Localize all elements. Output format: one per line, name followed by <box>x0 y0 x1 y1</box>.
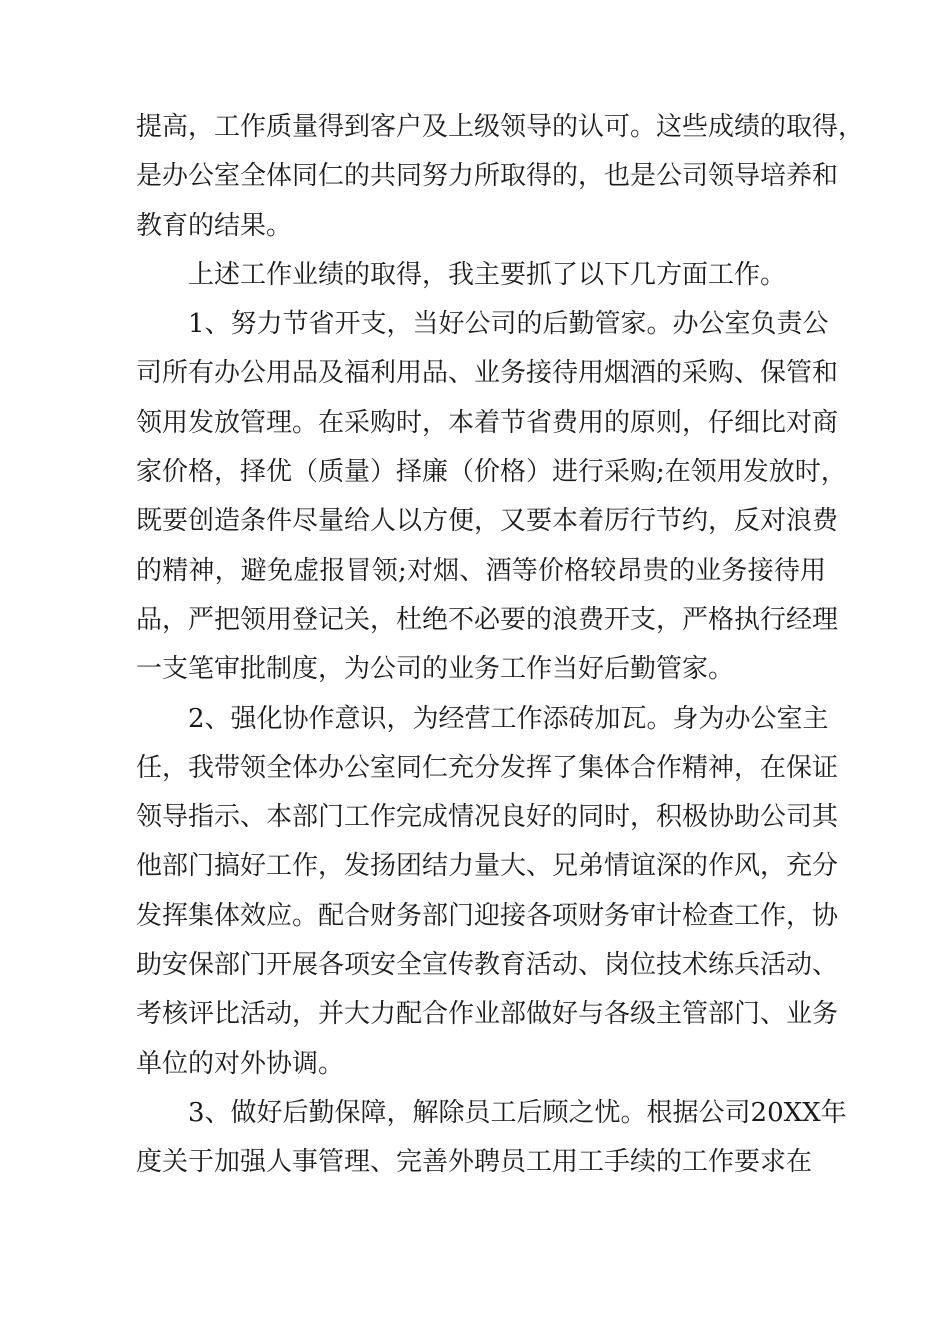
text-line: 他部门搞好工作，发扬团结力量大、兄弟情谊深的作风，充分 <box>136 851 839 882</box>
text-line: 度关于加强人事管理、完善外聘员工用工手续的工作要求在 <box>136 1147 813 1178</box>
paragraph-continuation <box>136 103 865 251</box>
paragraph-item-3 <box>136 1089 847 1188</box>
text-line: 考核评比活动，并大力配合作业部做好与各级主管部门、业务 <box>136 999 839 1030</box>
text-line: 教育的结果。 <box>136 210 293 241</box>
text-line: 既要创造条件尽量给人以方便，又要本着厉行节约，反对浪费 <box>136 506 839 537</box>
text-line: 单位的对外协调。 <box>136 1048 345 1079</box>
document-body <box>136 103 865 1188</box>
text-line: 任，我带领全体办公室同仁充分发挥了集体合作精神，在保证 <box>136 752 839 783</box>
text-line: 1、努力节省开支，当好公司的后勤管家。办公室负责公 <box>188 309 829 340</box>
text-line: 助安保部门开展各项安全宣传教育活动、岗位技术练兵活动、 <box>136 950 839 981</box>
text-line: 领导指示、本部门工作完成情况良好的同时，积极协助公司其 <box>136 802 839 833</box>
paragraph-item-2 <box>136 695 839 1089</box>
text-line: 3、做好后勤保障，解除员工后顾之忧。根据公司20XX年 <box>188 1097 847 1128</box>
text-line: 的精神，避免虚报冒领;对烟、酒等价格较昂贵的业务接待用 <box>136 555 826 586</box>
paragraph-item-1 <box>136 300 847 694</box>
paragraph-intro <box>136 251 826 300</box>
text-line: 2、强化协作意识，为经营工作添砖加瓦。身为办公室主 <box>188 703 829 734</box>
text-line: 上述工作业绩的取得，我主要抓了以下几方面工作。 <box>188 259 787 290</box>
text-line: 提高，工作质量得到客户及上级领导的认可。这些成绩的取得， <box>136 112 865 142</box>
text-line: 领用发放管理。在采购时，本着节省费用的原则，仔细比对商 <box>136 407 839 438</box>
text-line: 司所有办公用品及福利用品、业务接待用烟酒的采购、保管和 <box>136 358 839 389</box>
text-line: 家价格，择优（质量）择廉（价格）进行采购;在领用发放时， <box>136 457 847 488</box>
text-line: 品，严把领用登记关，杜绝不必要的浪费开支，严格执行经理 <box>136 604 839 635</box>
text-line: 一支笔审批制度，为公司的业务工作当好后勤管家。 <box>136 654 735 685</box>
text-line: 发挥集体效应。配合财务部门迎接各项财务审计检查工作，协 <box>136 900 839 931</box>
text-line: 是办公室全体同仁的共同努力所取得的，也是公司领导培养和 <box>136 161 839 192</box>
